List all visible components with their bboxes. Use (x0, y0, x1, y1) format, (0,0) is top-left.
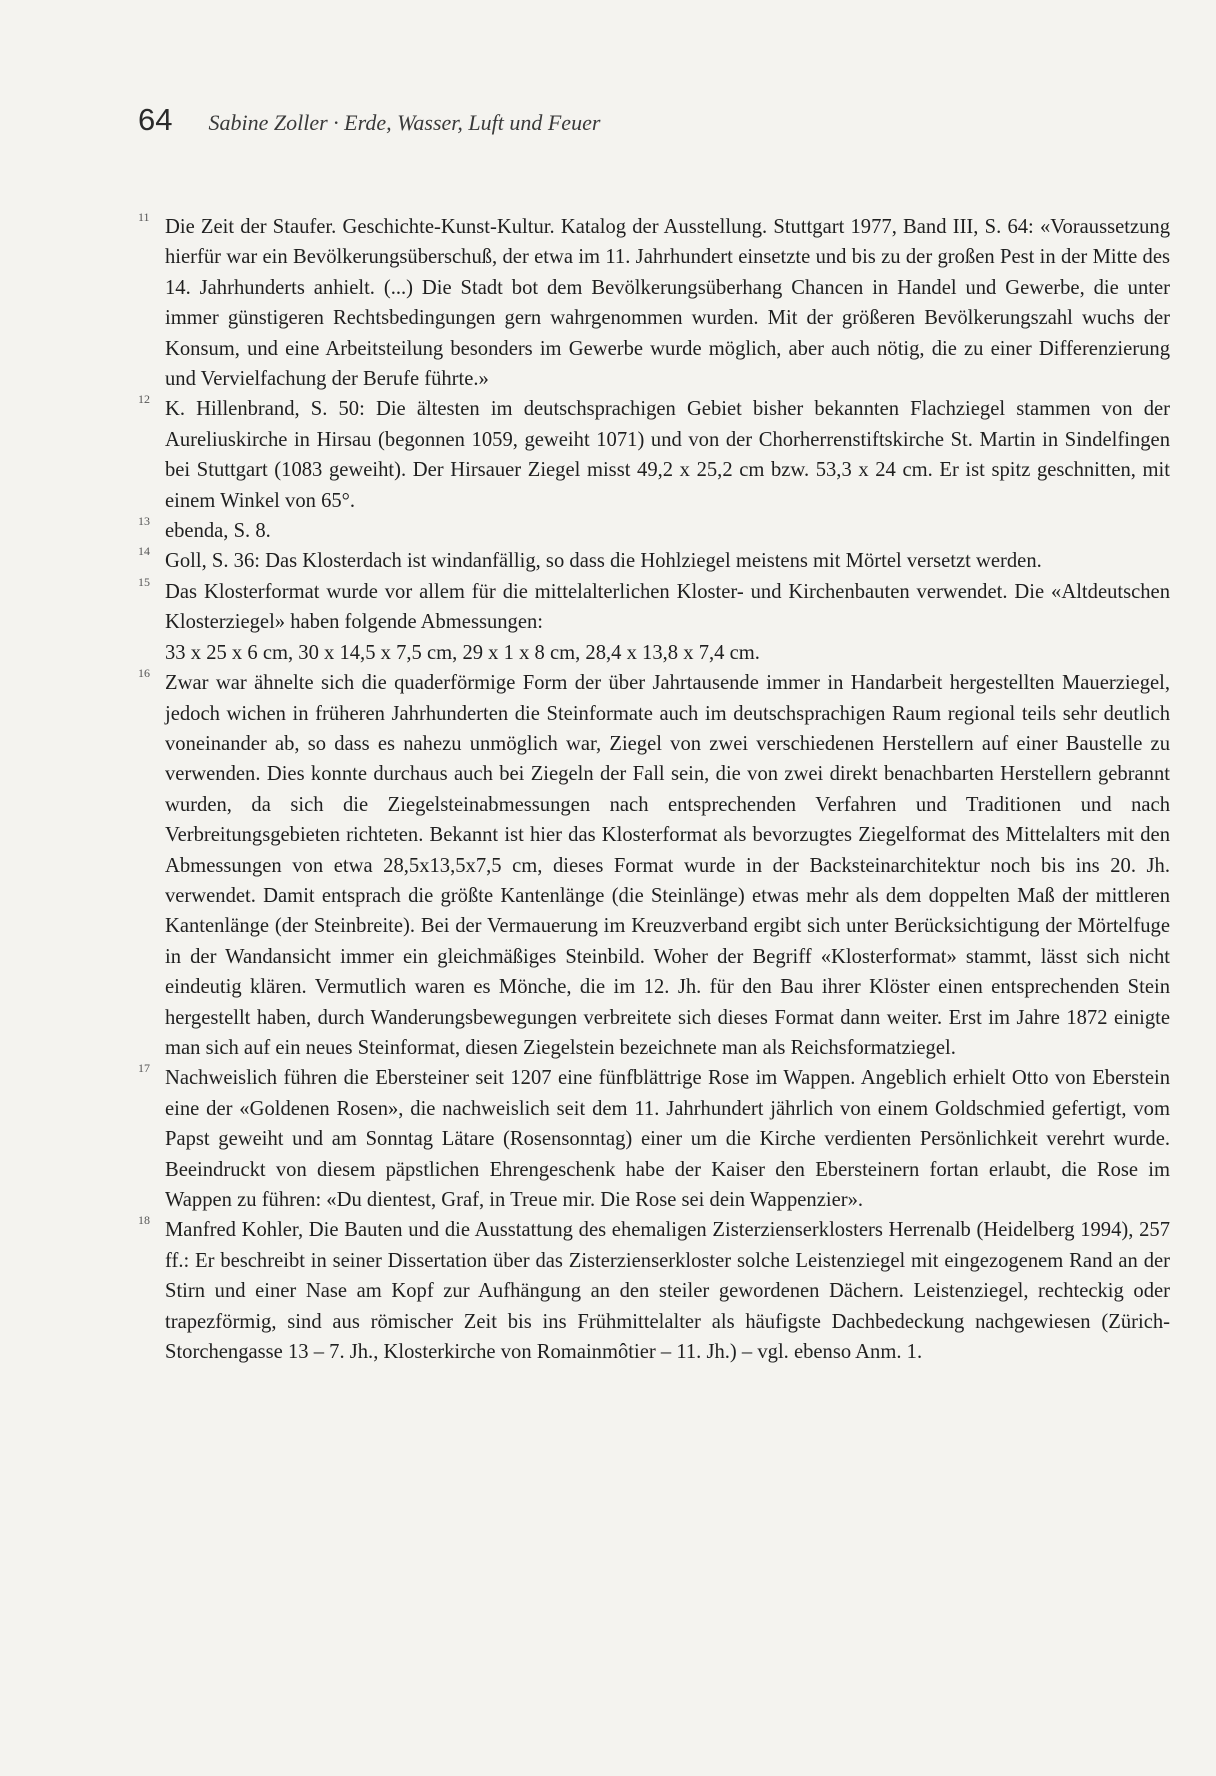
footnote-number: 11 (138, 210, 150, 224)
footnote-12 (138, 394, 1170, 516)
footnote-text: Das Klosterformat wurde vor allem für die mittelalterlichen Kloster- und Kirchenbauten verwendet. Die «Altdeutschen Klosterziegel» haben folgende Abmessungen: (165, 580, 1170, 634)
footnote-17 (138, 1063, 1170, 1215)
footnote-text: Nachweislich führen die Ebersteiner seit 1207 eine fünfblättrige Rose im Wappen. Angeblich erhielt Otto von Eberstein eine der «Goldenen Rosen», die nachweislich seit dem 11. Jahrhundert jährlich von einem Goldschmied gefertigt, vom Papst geweiht und am Sonntag Lätare (Rosensonntag) einer um die Kirche verdienten Persönlichkeit verehrt wurde. Beeindruckt von diesem päpstlichen Ehrengeschenk habe der Kaiser den Ebersteinern fortan erlaubt, die Rose im Wappen zu führen: «Du dientest, Graf, in Treue mir. Die Rose sei dein Wappenzier». (165, 1067, 1170, 1211)
footnote-number: 17 (138, 1061, 150, 1076)
footnote-13 (138, 516, 1170, 546)
page-number: 64 (138, 102, 173, 137)
running-title: Sabine Zoller · Erde, Wasser, Luft und Feuer (208, 110, 601, 135)
footnote-14 (138, 546, 1170, 576)
footnote-number: 13 (138, 514, 150, 529)
footnote-number: 15 (138, 574, 150, 589)
footnote-number: 18 (138, 1213, 150, 1228)
footnotes-list (138, 212, 1170, 1367)
footnote-dimensions-line: 33 x 25 x 6 cm, 30 x 14,5 x 7,5 cm, 29 x 1 x 8 cm, 28,4 x 13,8 x 7,4 cm. (165, 641, 760, 664)
page-header (138, 102, 600, 138)
footnote-number: 14 (138, 544, 150, 559)
footnote-text: K. Hillenbrand, S. 50: Die ältesten im deutschsprachigen Gebiet bisher bekannten Flachziegel stammen von der Aureliuskirche in Hirsau (begonnen 1059, geweiht 1071) und von der Chorherrenstiftskirche St. Martin in Sindelfingen bei Stuttgart (1083 geweiht). Der Hirsauer Ziegel misst 49,2 x 25,2 cm bzw. 53,3 x 24 cm. Er ist spitz geschnitten, mit einem Winkel von 65°. (165, 398, 1170, 512)
footnote-text: Goll, S. 36: Das Klosterdach ist windanfällig, so dass die Hohlziegel meistens mit Mörtel versetzt werden. (165, 550, 1042, 573)
footnote-number: 16 (138, 666, 150, 681)
footnote-15 (138, 574, 1170, 668)
footnote-number: 12 (138, 392, 150, 407)
footnote-16 (138, 668, 1170, 1063)
footnote-18 (138, 1215, 1170, 1367)
footnote-11 (138, 212, 1170, 394)
footnote-text: Die Zeit der Staufer. Geschichte-Kunst-Kultur. Katalog der Ausstellung. Stuttgart 1977, Band III, S. 64: «Voraussetzung hierfür war ein Bevölkerungsüberschuß, der etwa im 11. Jahrhundert einsetzte und bis zu der großen Pest in der Mitte des 14. Jahrhunderts anhielt. (...) Die Stadt bot dem Bevölkerungsüberhang Chancen in Handel und Gewerbe, die unter immer günstigeren Rechtsbedingungen gern wahrgenommen wurden. Mit der größeren Bevölkerungszahl wuchs der Konsum, und eine Arbeitsteilung besonders im Gewerbe wurde möglich, aber auch nötig, die zu einer Differenzierung und Vervielfachung der Berufe führte.» (165, 216, 1170, 391)
footnote-text: ebenda, S. 8. (165, 520, 271, 543)
footnote-text: Zwar war ähnelte sich die quaderförmige Form der über Jahrtausende immer in Handarbeit hergestellten Mauerziegel, jedoch wichen in früheren Jahrhunderten die Steinformate auch im deutschsprachigen Raum regional teils sehr deutlich voneinander ab, so dass es nahezu unmöglich war, Ziegel von zwei verschiedenen Herstellern auf einer Baustelle zu verwenden. Dies konnte durchaus auch bei Ziegeln der Fall sein, die von zwei direkt benachbarten Herstellern gebrannt wurden, da sich die Ziegelsteinabmessungen nach entsprechenden Verfahren und Traditionen und nach Verbreitungsgebieten richteten. Bekannt ist hier das Klosterformat als bevorzugtes Ziegelformat des Mittelalters mit den Abmessungen von etwa 28,5x13,5x7,5 cm, dieses Format wurde in der Backsteinarchitektur noch bis ins 20. Jh. verwendet. Damit entsprach die größte Kantenlänge (die Steinlänge) etwas mehr als dem doppelten Maß der mittleren Kantenlänge (der Steinbreite). Bei der Vermauerung im Kreuzverband ergibt sich unter Berücksichtigung der Mörtelfuge in der Wandansicht immer ein gleichmäßiges Steinbild. Woher der Begriff «Klosterformat» stammt, lässt sich nicht eindeutig klären. Vermutlich waren es Mönche, die im 12. Jh. für den Bau ihrer Klöster einen entsprechenden Stein hergestellt haben, durch Wanderungsbewegungen verbreitete sich dieses Format dann weiter. Erst im Jahre 1872 einigte man sich auf ein neues Steinformat, diesen Ziegelstein bezeichnete man als Reichsformatziegel. (165, 672, 1170, 1059)
footnote-text: Manfred Kohler, Die Bauten und die Ausstattung des ehemaligen Zisterzienserklosters Herrenalb (Heidelberg 1994), 257 ff.: Er beschreibt in seiner Dissertation über das Zisterzienserkloster solche Leistenziegel mit eingezogenem Rand an der Stirn und einer Nase am Kopf zur Aufhängung an den steiler gewordenen Dächern. Leistenziegel, rechteckig oder trapezförmig, sind aus römischer Zeit bis ins Frühmittelalter als häufigste Dachbedeckung nachgewiesen (Zürich-Storchengasse 13 – 7. Jh., Klosterkirche von Romainmôtier – 11. Jh.) – vgl. ebenso Anm. 1. (165, 1219, 1170, 1364)
